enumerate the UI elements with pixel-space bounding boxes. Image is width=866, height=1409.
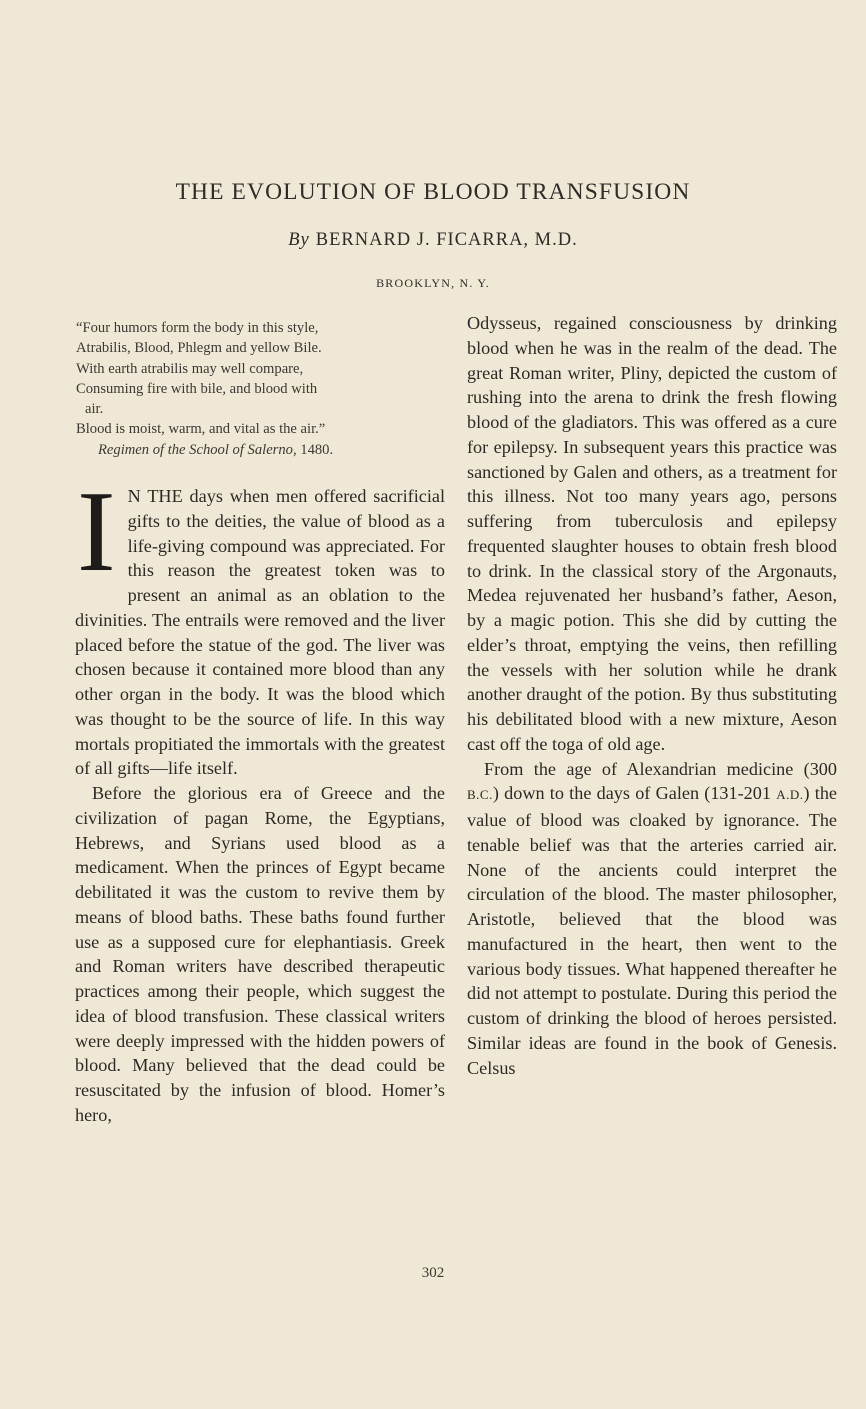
column-right [467,311,837,1080]
epigraph-line: Consuming fire with bile, and blood with [76,380,318,397]
paragraph: Odysseus, regained consciousness by drinking blood when he was in the realm of the dead. The great Roman writer, Pliny, depicted the custom of rushing into the arena to drink the fresh flowing blood of the gladiators. This was offered as a cure for epilepsy. In subsequent years this practice was sanctioned by Galen and others, as a treatment for this illness. Not too many years ago, persons suffering from tuberculosis and epilepsy frequented slaughter houses to obtain fresh blood to drink. In the classical story of the Argonauts, Medea rejuvenated her husband’s father, Aeson, by a magic potion. This she did by cutting the elder’s throat, emptying the veins, then refilling the vessels with her solution while he drank another draught of the potion. By thus substituting his debilitated blood with a new mixture, Aeson cast off the toga of old age. [467,313,837,754]
byline [0,230,866,251]
paragraph-text: ) the value of blood was cloaked by ignorance. The tenable belief was that the arteries carried air. None of the ancients could interpret the circulation of the blood. The master philosopher, Aristotle, believed that the blood was manufactured in the heart, then went to the various body tissues. What happened thereafter he did not attempt to postulate. During this period the custom of drinking the blood of heroes persisted. Similar ideas are found in the book of Genesis. Celsus [467,783,837,1078]
drop-cap: I [77,468,116,596]
byline-prefix: By [288,230,310,250]
author-location: BROOKLYN, N. Y. [376,276,490,290]
era-label: A.D. [776,787,804,803]
column-left [75,468,445,1128]
paragraph-opening [75,468,445,781]
epigraph [76,318,452,460]
epigraph-citation [76,440,452,460]
epigraph-line: air. [85,401,104,418]
epigraph-line: Blood is moist, warm, and vital as the air.” [76,421,326,438]
paragraph-text: From the age of Alexandrian medicine (300 [484,758,837,779]
era-label: B.C. [467,787,493,803]
author-name: BERNARD J. FICARRA, M.D. [315,230,578,250]
paragraph [467,757,837,1081]
article-title: THE EVOLUTION OF BLOOD TRANSFUSION [175,179,691,205]
page-number: 302 [421,1265,445,1281]
citation-year: 1480. [300,441,334,458]
paragraph: Before the glorious era of Greece and the civilization of pagan Rome, the Egyptians, Hebrews, and Syrians used blood as a medicament. When the princes of Egypt became debilitated it was the custom to revive them by means of blood baths. These baths found further use as a supposed cure for elephantiasis. Greek and Roman writers have described therapeutic practices among their people, which suggest the idea of blood transfusion. These classical writers were deeply impressed with the hidden powers of blood. Many believed that the dead could be resuscitated by the infusion of blood. Homer’s hero, [75,783,445,1125]
paragraph-text: N THE days when men offered sacrificial gifts to the deities, the value of blood as a life-giving compound was appreciated. For this reason the greatest token was to present an animal as an oblation to the divinities. The entrails were removed and the liver placed before the statue of the god. The liver was chosen because it contained more blood than any other organ in the body. It was the blood which was thought to be the source of life. In this way mortals propitiated the immortals with the greatest of all gifts—life itself. [75,486,445,779]
citation-work: Regimen of the School of Salerno, [98,441,297,458]
epigraph-line: “Four humors form the body in this style, [76,320,319,336]
epigraph-line: With earth atrabilis may well compare, [76,360,304,377]
paragraph-text: ) down to the days of Galen (131-201 [492,783,777,804]
epigraph-line: Atrabilis, Blood, Phlegm and yellow Bile. [76,340,322,357]
